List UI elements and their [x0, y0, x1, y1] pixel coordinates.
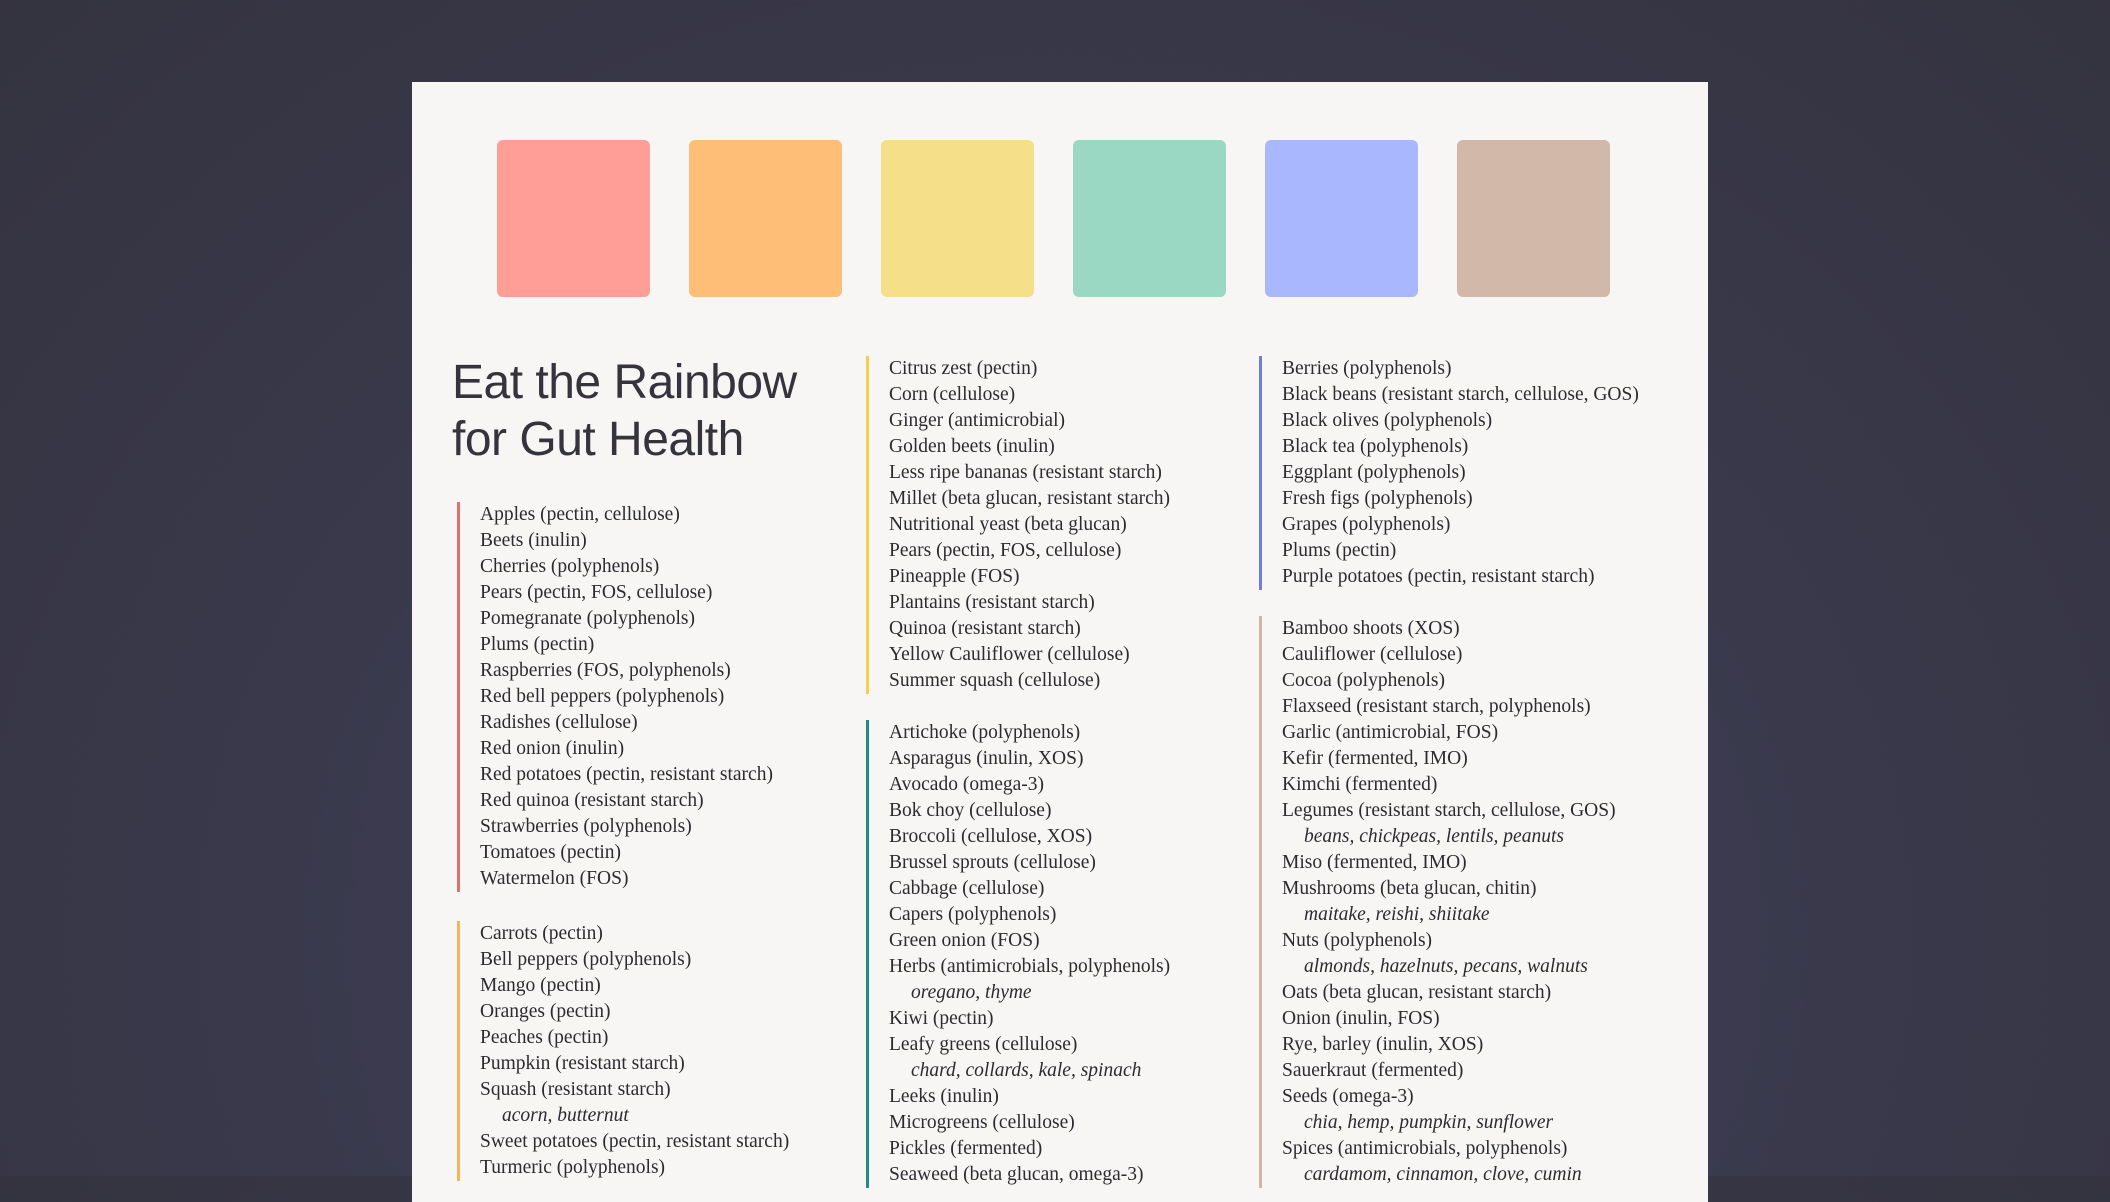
food-item: Leeks (inulin) — [889, 1086, 999, 1107]
blue-purple-foods-list — [1259, 356, 1639, 590]
food-item: Red onion (inulin) — [480, 738, 625, 759]
food-item: Kimchi (fermented) — [1282, 774, 1438, 795]
food-item: Rye, barley (inulin, XOS) — [1282, 1034, 1484, 1055]
food-examples: acorn, butternut — [502, 1105, 629, 1126]
food-item: Pomegranate (polyphenols) — [480, 608, 695, 629]
food-item: Black beans (resistant starch, cellulose, GOS) — [1282, 384, 1639, 405]
food-item: Bamboo shoots (XOS) — [1282, 618, 1460, 639]
food-item: Corn (cellulose) — [889, 384, 1016, 405]
food-item: Apples (pectin, cellulose) — [480, 504, 680, 525]
food-item: Summer squash (cellulose) — [889, 670, 1101, 691]
food-item: Radishes (cellulose) — [480, 712, 638, 733]
food-item: Less ripe bananas (resistant starch) — [889, 462, 1162, 483]
swatch-blue — [1265, 140, 1418, 297]
food-item: Yellow Cauliflower (cellulose) — [889, 644, 1130, 665]
food-item: Flaxseed (resistant starch, polyphenols) — [1282, 696, 1591, 717]
food-examples: beans, chickpeas, lentils, peanuts — [1304, 826, 1564, 847]
swatch-orange — [689, 140, 842, 297]
swatch-red — [497, 140, 650, 297]
title-line-1: Eat the Rainbow — [452, 356, 797, 409]
food-item: Nutritional yeast (beta glucan) — [889, 514, 1127, 535]
food-item: Black tea (polyphenols) — [1282, 436, 1469, 457]
food-examples: chia, hemp, pumpkin, sunflower — [1304, 1112, 1554, 1133]
food-examples: chard, collards, kale, spinach — [911, 1060, 1142, 1081]
food-item: Avocado (omega-3) — [889, 774, 1045, 795]
swatch-green — [1073, 140, 1226, 297]
food-examples: cardamom, cinnamon, clove, cumin — [1304, 1164, 1582, 1185]
green-foods-list — [866, 720, 1170, 1188]
food-item: Plantains (resistant starch) — [889, 592, 1095, 613]
food-item: Sweet potatoes (pectin, resistant starch) — [480, 1131, 790, 1152]
brown-white-foods-list — [1259, 616, 1616, 1188]
food-item: Pumpkin (resistant starch) — [480, 1053, 685, 1074]
food-item: Strawberries (polyphenols) — [480, 816, 692, 837]
food-item: Seaweed (beta glucan, omega-3) — [889, 1164, 1144, 1185]
food-item: Berries (polyphenols) — [1282, 358, 1452, 379]
food-item: Black olives (polyphenols) — [1282, 410, 1493, 431]
food-item: Kiwi (pectin) — [889, 1008, 994, 1029]
food-item: Herbs (antimicrobials, polyphenols) — [889, 956, 1171, 977]
food-item: Microgreens (cellulose) — [889, 1112, 1075, 1133]
food-item: Red quinoa (resistant starch) — [480, 790, 704, 811]
food-item: Peaches (pectin) — [480, 1027, 609, 1048]
food-item: Cocoa (polyphenols) — [1282, 670, 1446, 691]
title-line-2: for Gut Health — [452, 413, 744, 466]
food-item: Citrus zest (pectin) — [889, 358, 1038, 379]
food-examples: maitake, reishi, shiitake — [1304, 904, 1490, 925]
food-item: Raspberries (FOS, polyphenols) — [480, 660, 731, 681]
food-item: Red bell peppers (polyphenols) — [480, 686, 725, 707]
food-item: Turmeric (polyphenols) — [480, 1157, 666, 1178]
food-item: Pickles (fermented) — [889, 1138, 1043, 1159]
yellow-foods-list — [866, 356, 1170, 694]
food-item: Mango (pectin) — [480, 975, 601, 996]
color-swatches — [497, 140, 1610, 297]
food-item: Cherries (polyphenols) — [480, 556, 660, 577]
food-item: Squash (resistant starch) — [480, 1079, 671, 1100]
food-item: Green onion (FOS) — [889, 930, 1040, 951]
food-item: Oats (beta glucan, resistant starch) — [1282, 982, 1552, 1003]
food-item: Oranges (pectin) — [480, 1001, 611, 1022]
food-item: Spices (antimicrobials, polyphenols) — [1282, 1138, 1568, 1159]
food-item: Artichoke (polyphenols) — [889, 722, 1081, 743]
food-item: Beets (inulin) — [480, 530, 587, 551]
food-item: Garlic (antimicrobial, FOS) — [1282, 722, 1499, 743]
rainbow-sheet — [412, 82, 1708, 1202]
page-title — [452, 354, 797, 468]
food-item: Sauerkraut (fermented) — [1282, 1060, 1464, 1081]
food-item: Golden beets (inulin) — [889, 436, 1055, 457]
food-item: Mushrooms (beta glucan, chitin) — [1282, 878, 1537, 899]
food-item: Seeds (omega-3) — [1282, 1086, 1414, 1107]
food-item: Plums (pectin) — [480, 634, 595, 655]
food-item: Carrots (pectin) — [480, 923, 603, 944]
food-examples: oregano, thyme — [911, 982, 1032, 1003]
red-foods-list — [457, 502, 773, 892]
food-item: Kefir (fermented, IMO) — [1282, 748, 1468, 769]
food-item: Bell peppers (polyphenols) — [480, 949, 692, 970]
food-item: Nuts (polyphenols) — [1282, 930, 1433, 951]
food-item: Cabbage (cellulose) — [889, 878, 1045, 899]
food-item: Leafy greens (cellulose) — [889, 1034, 1078, 1055]
swatch-yellow — [881, 140, 1034, 297]
food-item: Millet (beta glucan, resistant starch) — [889, 488, 1171, 509]
food-item: Legumes (resistant starch, cellulose, GOS) — [1282, 800, 1616, 821]
swatch-brown — [1457, 140, 1610, 297]
food-item: Onion (inulin, FOS) — [1282, 1008, 1440, 1029]
orange-foods-list — [457, 921, 789, 1181]
food-item: Tomatoes (pectin) — [480, 842, 622, 863]
food-item: Miso (fermented, IMO) — [1282, 852, 1467, 873]
food-item: Quinoa (resistant starch) — [889, 618, 1081, 639]
food-examples: almonds, hazelnuts, pecans, walnuts — [1304, 956, 1588, 977]
food-item: Fresh figs (polyphenols) — [1282, 488, 1473, 509]
food-item: Cauliflower (cellulose) — [1282, 644, 1463, 665]
food-item: Broccoli (cellulose, XOS) — [889, 826, 1093, 847]
food-item: Ginger (antimicrobial) — [889, 410, 1065, 431]
food-item: Eggplant (polyphenols) — [1282, 462, 1466, 483]
food-item: Capers (polyphenols) — [889, 904, 1057, 925]
food-item: Grapes (polyphenols) — [1282, 514, 1451, 535]
food-item: Plums (pectin) — [1282, 540, 1397, 561]
food-item: Purple potatoes (pectin, resistant starch) — [1282, 566, 1595, 587]
food-item: Asparagus (inulin, XOS) — [889, 748, 1084, 769]
food-item: Brussel sprouts (cellulose) — [889, 852, 1096, 873]
food-item: Pears (pectin, FOS, cellulose) — [480, 582, 713, 603]
food-item: Pears (pectin, FOS, cellulose) — [889, 540, 1122, 561]
food-item: Watermelon (FOS) — [480, 868, 629, 889]
food-item: Bok choy (cellulose) — [889, 800, 1052, 821]
food-item: Pineapple (FOS) — [889, 566, 1020, 587]
food-item: Red potatoes (pectin, resistant starch) — [480, 764, 773, 785]
